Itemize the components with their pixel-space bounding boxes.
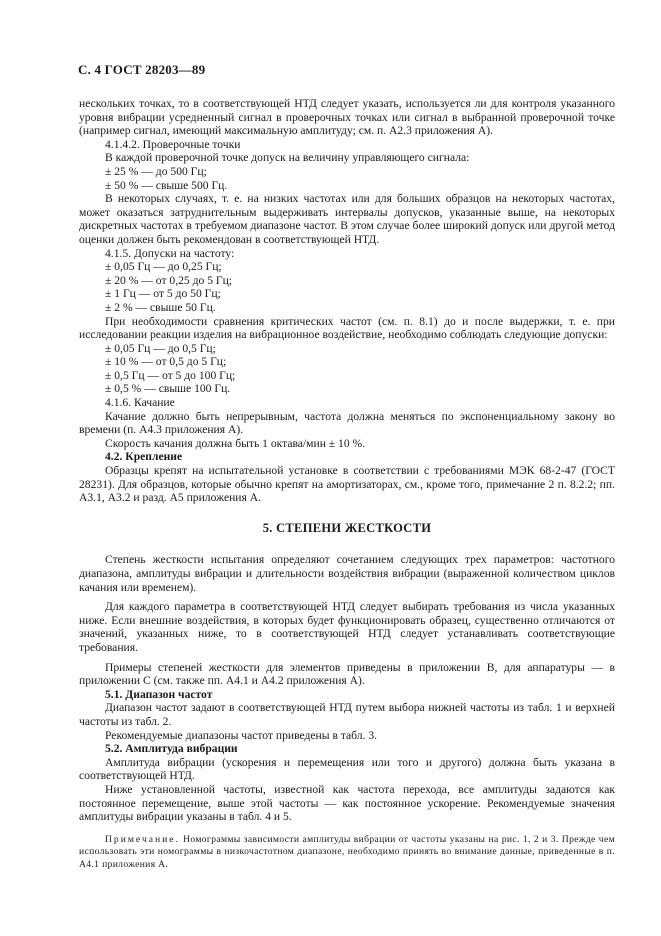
paragraph: При необходимости сравнения критических частот (см. п. 8.1) до и после выдержки, т. е. при исследовании реакции изделия на вибрационное воздействие, необходимо соблюдать следующие допуски: bbox=[79, 314, 615, 342]
subsection-heading: 5.1. Диапазон частот bbox=[105, 687, 213, 701]
tolerance-item: ± 10 % — от 0,5 до 5 Гц; bbox=[105, 355, 227, 369]
paragraph: Образцы крепят на испытательной установке в соответствии с требованиями МЭК 68-2-47 (ГОСТ 28231). Для образцов, которые обычно крепят на амортизаторах, см., кроме того, примечание 2 п. 8.2.2; пп. А3.1, А3.2 и разд. А5 приложения А. bbox=[79, 464, 615, 505]
paragraph: Скорость качания должна быть 1 октава/мин ± 10 %. bbox=[105, 436, 366, 450]
paragraph: Рекомендуемые диапазоны частот приведены в табл. 3. bbox=[105, 728, 378, 742]
tolerance-item: ± 25 % — до 500 Гц; bbox=[105, 164, 207, 178]
paragraph: Для каждого параметра в соответствующей НТД следует выбирать требования из числа указанных ниже. Если внешние воздействия, в которых будет функционировать образец, существенно отличаются от значений, указанных ниже, то в соответствующей НТД следует устанавливать соответствующие требования. bbox=[79, 600, 615, 654]
tolerance-item: ± 1 Гц — от 5 до 50 Гц; bbox=[105, 287, 221, 301]
clause-heading: 4.1.6. Качание bbox=[105, 396, 175, 410]
note-text: Номограммы зависимости амплитуды вибрации от частоты указаны на рис. 1, 2 и 3. Прежде чем использовать эти номограммы в низкочастотном диапазоне, необходимо принять во внимание данные, приведенные в п. А4.1 приложения А. bbox=[79, 833, 615, 870]
paragraph: нескольких точках, то в соответствующей НТД следует указать, используется ли для контроля указанного уровня вибрации усредненный сигнал в проверочных точках или сигнал в выбранной проверочной точке (например сигнал, имеющий максимальную амплитуду; см. п. А2.3 приложения А). bbox=[79, 97, 615, 138]
paragraph: Диапазон частот задают в соответствующей НТД путем выбора нижней частоты из табл. 1 и верхней частоты из табл. 2. bbox=[79, 701, 615, 728]
tolerance-item: ± 0,05 Гц — до 0,25 Гц; bbox=[105, 260, 222, 274]
subsection-heading: 5.2. Амплитуда вибрации bbox=[105, 742, 238, 756]
note bbox=[79, 834, 615, 872]
paragraph: Примеры степеней жесткости для элементов приведены в приложении В, для аппаратуры — в приложении С (см. также пп. А4.1 и А4.2 приложения А). bbox=[79, 660, 615, 688]
tolerance-item: ± 50 % — свыше 500 Гц. bbox=[105, 178, 228, 192]
paragraph: В каждой проверочной точке допуск на величину управляющего сигнала: bbox=[105, 151, 470, 165]
paragraph: В некоторых случаях, т. е. на низких частотах или для больших образцов на некоторых частотах, может оказаться затруднительным выдерживать интервалы допусков, указанные выше, на некоторых дискретных частотах в требуемом диапазоне частот. В этом случае более широкий допуск или другой метод оценки должен быть рекомендован в соответствующей НТД. bbox=[79, 192, 615, 246]
tolerance-item: ± 20 % — от 0,25 до 5 Гц; bbox=[105, 273, 233, 287]
tolerance-item: ± 0,5 Гц — от 5 до 100 Гц; bbox=[105, 368, 236, 382]
paragraph: Качание должно быть непрерывным, частота должна меняться по экспоненциальному закону во времени (п. А4.3 приложения А). bbox=[79, 409, 615, 437]
tolerance-item: ± 0,5 % — свыше 100 Гц. bbox=[105, 382, 231, 396]
section-title: 5. СТЕПЕНИ ЖЕСТКОСТИ bbox=[262, 520, 432, 535]
page-header: С. 4 ГОСТ 28203—89 bbox=[78, 62, 206, 77]
paragraph: Ниже установленной частоты, известной как частота перехода, все амплитуды задаются как постоянное перемещение, выше этой частоты — как постоянное ускорение. Рекомендуемые значения амплитуды вибрации указаны в табл. 4 и 5. bbox=[79, 782, 615, 824]
paragraph: Амплитуда вибрации (ускорения и перемещения или того и другого) должна быть указана в соответствующей НТД. bbox=[79, 755, 615, 783]
tolerance-item: ± 2 % — свыше 50 Гц. bbox=[105, 300, 216, 314]
tolerance-item: ± 0,05 Гц — до 0,5 Гц; bbox=[105, 341, 216, 355]
document-body bbox=[79, 97, 615, 871]
clause-heading: 4.1.4.2. Проверочные точки bbox=[105, 137, 241, 151]
clause-heading: 4.1.5. Допуски на частоту: bbox=[105, 246, 235, 260]
paragraph: Степень жесткости испытания определяют сочетанием следующих трех параметров: частотного диапазона, амплитуды вибрации и длительности воздействия вибрации (выраженной количеством циклов качания или временем). bbox=[79, 553, 615, 594]
subsection-heading: 4.2. Крепление bbox=[105, 450, 183, 464]
note-label: Примечание. bbox=[105, 833, 180, 845]
